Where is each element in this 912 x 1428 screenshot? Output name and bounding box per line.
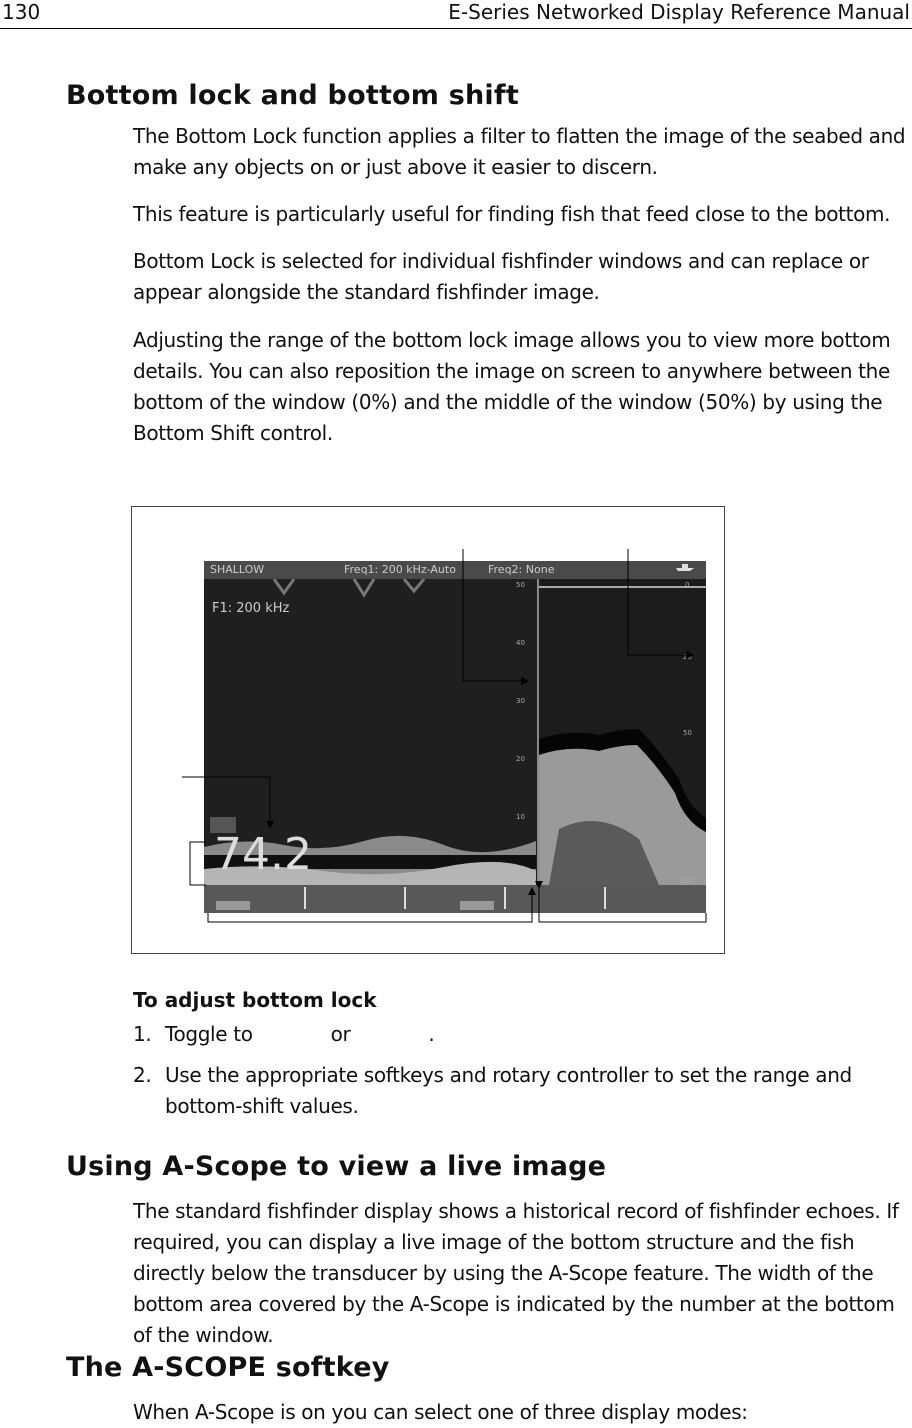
softkey-divider: [304, 887, 306, 909]
bottom-lock-graphic: [539, 579, 706, 885]
paragraph-bottom-lock-1: The Bottom Lock function applies a filter to flatten the image of the seabed and make any objects on or just above it easier to discern.: [133, 124, 906, 179]
bottom-lock-pane: [537, 579, 706, 885]
fishfinder-screenshot: [204, 561, 706, 913]
softkey-indicator: [460, 901, 494, 910]
section-heading-softkey: The A-SCOPE softkey: [66, 1352, 390, 1383]
step-text: Use the appropriate softkeys and rotary controller to set the range and bottom-shift values.: [165, 1063, 852, 1118]
boat-icon: [674, 561, 698, 578]
step-text-a: Toggle to: [165, 1022, 253, 1046]
softkey-divider: [604, 887, 606, 909]
procedure-heading: To adjust bottom lock: [133, 988, 377, 1012]
paragraph-softkey: When A-Scope is on you can select one of three display modes:: [133, 1400, 748, 1424]
left-scale-tick: 20: [516, 755, 525, 763]
status-bar: [204, 561, 706, 579]
paragraph-ascope: The standard fishfinder display shows a historical record of fishfinder echoes. If required, you can display a live image of the bottom structure and the fish directly below the transducer by using the A-Scope feature. The width of the bottom area covered by the A-Scope is indicated by the number at the bottom of the window.: [133, 1199, 899, 1347]
softkey-divider: [504, 887, 506, 909]
left-scale-tick: 10: [516, 813, 525, 821]
right-scale-tick: 25: [683, 653, 692, 661]
fishfinder-history-pane: [204, 579, 536, 885]
step-text: [165, 1019, 910, 1050]
step-number: 1.: [133, 1022, 152, 1046]
mode-label: SHALLOW: [210, 563, 265, 576]
freq2-label: Freq2: None: [488, 563, 555, 576]
step-number: 2.: [133, 1063, 152, 1087]
left-scale-tick: 40: [516, 639, 525, 647]
manual-title: E-Series Networked Display Reference Manual: [448, 0, 910, 24]
right-scale-tick: 50: [683, 729, 692, 737]
paragraph-bottom-lock-4: Adjusting the range of the bottom lock image allows you to view more bottom details. You can also reposition the image on screen to anywhere between the bottom of the window (0%) and the middle of the window (50%) by using the Bottom Shift control.: [133, 328, 891, 445]
softkey-divider: [404, 887, 406, 909]
page-number: 130: [2, 0, 41, 24]
softkey-indicator: [216, 901, 250, 910]
depth-reading: 74.2: [214, 829, 312, 880]
freq1-label: Freq1: 200 kHz-Auto: [344, 563, 456, 576]
paragraph-bottom-lock-3: Bottom Lock is selected for individual fishfinder windows and can replace or appear alongside the standard fishfinder image.: [133, 249, 869, 304]
step-text-c: .: [428, 1022, 435, 1046]
right-scale-tick: 100: [679, 877, 693, 885]
paragraph-bottom-lock-2: This feature is particularly useful for finding fish that feed close to the bottom.: [133, 202, 891, 226]
step-text-b: or: [330, 1022, 351, 1046]
channel-label: F1: 200 kHz: [212, 601, 290, 616]
softkey-bar: [204, 885, 706, 913]
header-rule: [0, 28, 912, 29]
left-scale-tick: 50: [516, 581, 525, 589]
section-heading-ascope: Using A-Scope to view a live image: [66, 1151, 607, 1182]
left-scale-tick: 30: [516, 697, 525, 705]
right-scale-tick: 0: [685, 581, 690, 589]
section-heading-bottom-lock: Bottom lock and bottom shift: [66, 80, 519, 111]
